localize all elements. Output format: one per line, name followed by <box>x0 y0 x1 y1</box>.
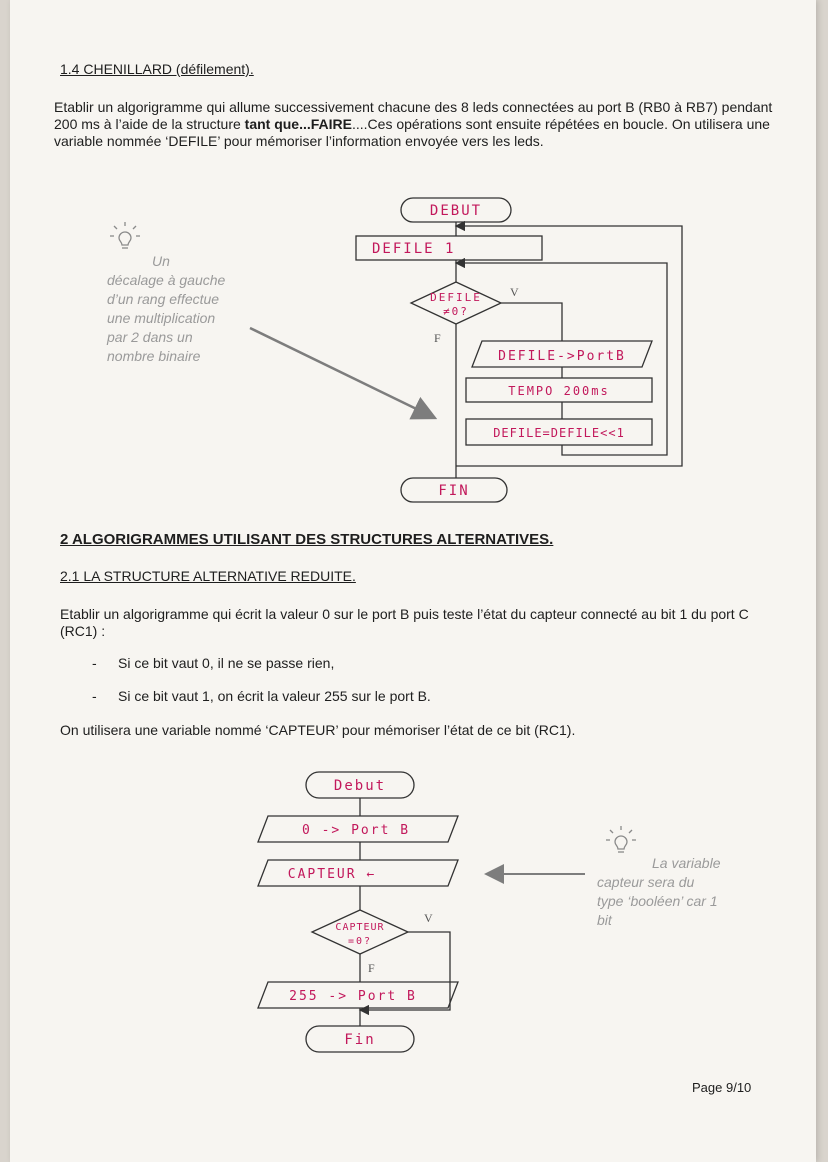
svg-text:255 -> Port B: 255 -> Port B <box>289 989 417 1004</box>
svg-text:F: F <box>434 331 441 345</box>
lightbulb-icon <box>606 826 636 852</box>
tip-note-shift: Un décalage à gauche d’un rang effectue une multiplication par 2 dans un nombre binaire <box>107 253 226 364</box>
lightbulb-icon <box>110 222 140 248</box>
svg-text:V: V <box>424 911 433 925</box>
svg-text:DEFILE->PortB: DEFILE->PortB <box>498 349 626 364</box>
document-page <box>10 0 816 1162</box>
section-1-4-paragraph: Etablir un algorigramme qui allume successivement chacune des 8 leds connectées au port B (RB0 à RB7) pendant 200 ms à l’aide de la structure tant que...FAIRE....Ces opérations sont ensuite répétées en boucle. On utilisera une variable nommée ‘DEFILE’ pour mémoriser l’information envoyée vers les leds. <box>54 99 773 149</box>
svg-text:DEFILE 1: DEFILE 1 <box>372 241 456 257</box>
page-number: Page 9/10 <box>692 1080 752 1095</box>
svg-text:V: V <box>510 285 519 299</box>
tip-1-pointer-arrow <box>250 328 435 418</box>
section-1-4-heading: 1.4 CHENILLARD (défilement). <box>60 61 254 77</box>
svg-text:TEMPO 200ms: TEMPO 200ms <box>508 384 610 398</box>
bold-structure-name: tant que...FAIRE <box>244 116 352 132</box>
svg-text:Debut: Debut <box>333 778 387 794</box>
section-2-1-closing: On utilisera une variable nommé ‘CAPTEUR’ pour mémoriser l’état de ce bit (RC1). <box>60 722 576 738</box>
svg-text:≠0?: ≠0? <box>443 305 469 318</box>
svg-text:Fin: Fin <box>344 1032 376 1048</box>
svg-text:FIN: FIN <box>438 483 470 499</box>
section-2-1-heading: 2.1 LA STRUCTURE ALTERNATIVE REDUITE. <box>60 568 356 584</box>
svg-text:DEFILE: DEFILE <box>430 291 482 304</box>
bullet-item-2: - Si ce bit vaut 1, on écrit la valeur 255 sur le port B. <box>92 688 431 704</box>
svg-text:=0?: =0? <box>347 936 373 947</box>
svg-text:F: F <box>368 961 375 975</box>
svg-text:DEFILE=DEFILE<<1: DEFILE=DEFILE<<1 <box>493 426 625 440</box>
bullet-item-1: - Si ce bit vaut 0, il ne se passe rien, <box>92 655 335 671</box>
flowcharts-canvas <box>10 0 816 1162</box>
section-2-heading: 2 ALGORIGRAMMES UTILISANT DES STRUCTURES ALTERNATIVES. <box>60 531 554 548</box>
tip-note-boolean: La variable capteur sera du type ‘booléen’ car 1 bit <box>597 855 721 928</box>
svg-text:CAPTEUR: CAPTEUR <box>335 922 385 933</box>
svg-text:CAPTEUR ←: CAPTEUR ← <box>287 867 377 882</box>
section-2-1-paragraph: Etablir un algorigramme qui écrit la valeur 0 sur le port B puis teste l’état du capteur connecté au bit 1 du port C (RC1) : <box>60 606 749 639</box>
svg-text:0 -> Port B: 0 -> Port B <box>301 823 411 838</box>
svg-text:DEBUT: DEBUT <box>429 203 483 219</box>
